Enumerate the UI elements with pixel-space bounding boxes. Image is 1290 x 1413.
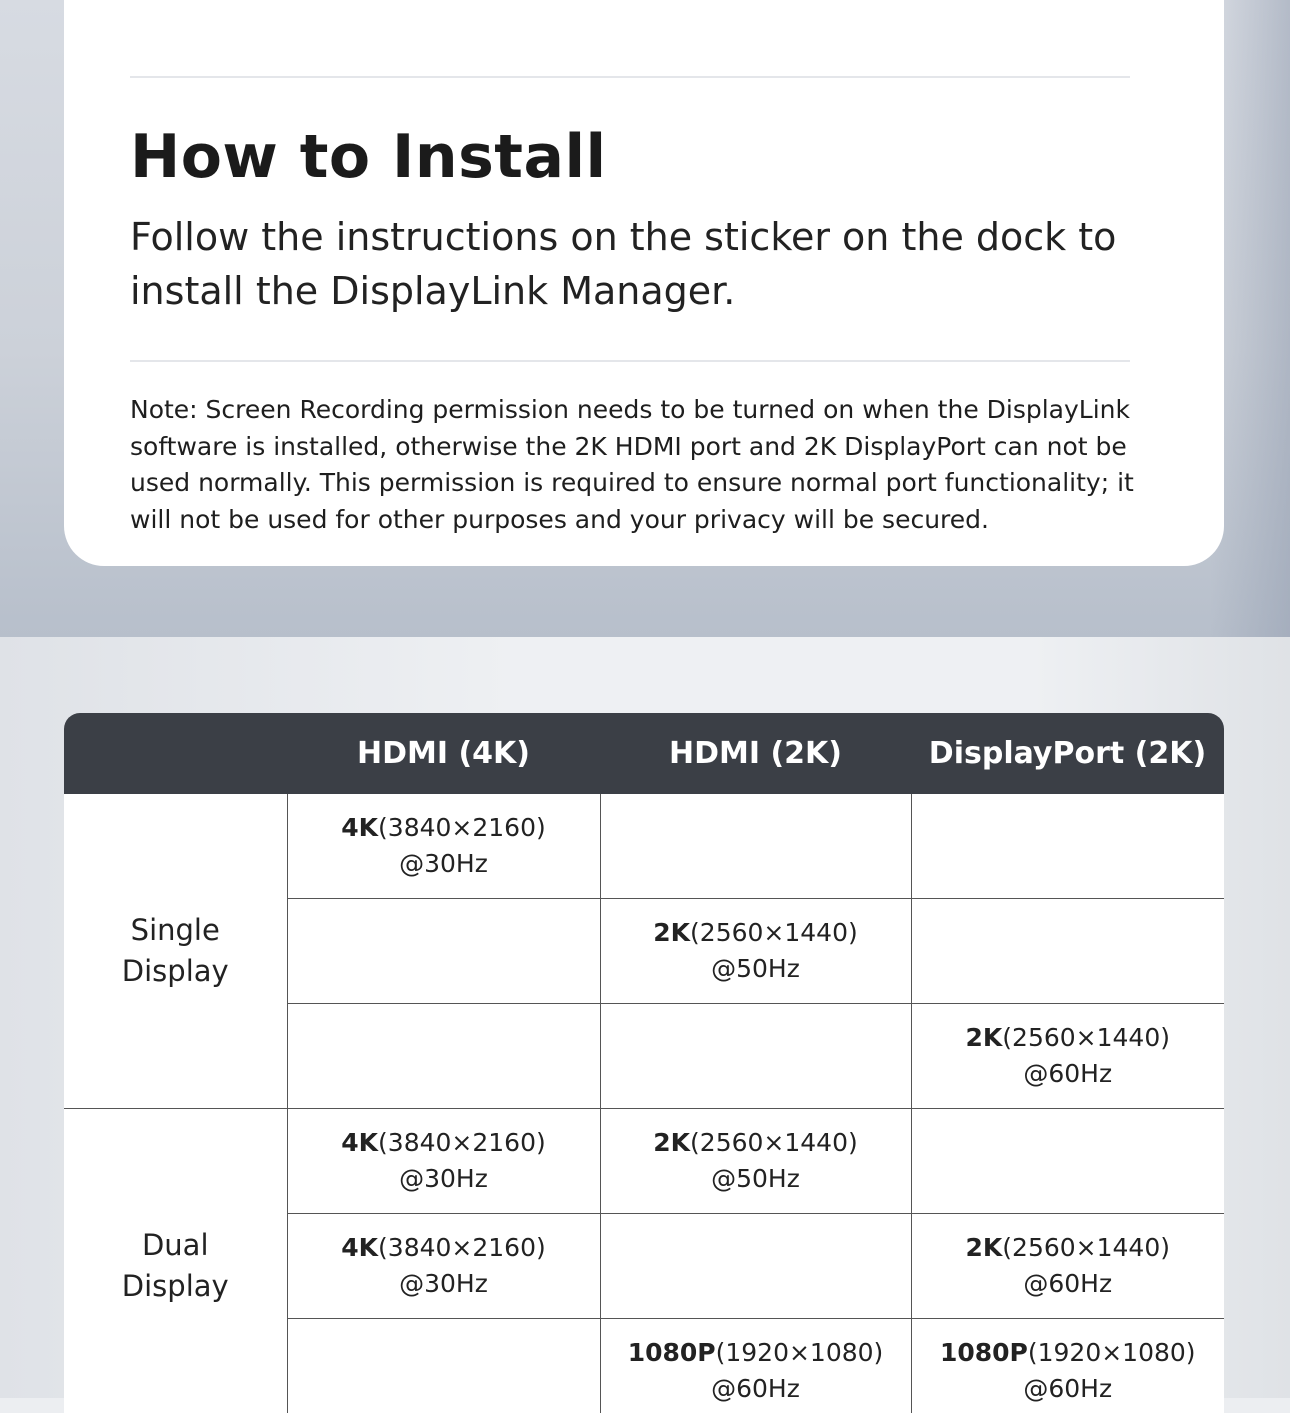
resolution-dimensions: (2560×1440)	[1002, 1023, 1170, 1052]
resolution-dimensions: (3840×2160)	[378, 1128, 546, 1157]
divider-top	[130, 76, 1130, 78]
resolution-dimensions: (3840×2160)	[378, 813, 546, 842]
cell-displayport-2k	[911, 899, 1224, 1004]
resolution-dimensions: (1920×1080)	[1028, 1338, 1196, 1367]
divider-bottom	[130, 360, 1130, 362]
permission-note: Note: Screen Recording permission needs to be turned on when the DisplayLink software is installed, otherwise the 2K HDMI port and 2K DisplayPort can not be used normally. This permission is required to ensure normal port functionality; it will not be used for other purposes and your privacy will be secured.	[130, 392, 1140, 538]
cell-hdmi-4k	[287, 1214, 600, 1319]
cell-displayport-2k	[911, 1319, 1224, 1413]
cell-displayport-2k	[911, 794, 1224, 899]
refresh-rate: @50Hz	[711, 954, 800, 983]
cell-displayport-2k	[911, 1109, 1224, 1214]
resolution-label: 4K	[341, 1233, 378, 1262]
resolution-dimensions: (2560×1440)	[690, 1128, 858, 1157]
table-header-row	[64, 713, 1224, 794]
info-card	[64, 0, 1224, 566]
cell-hdmi-4k	[287, 899, 600, 1004]
cell-hdmi-4k	[287, 1319, 600, 1413]
resolution-label: 4K	[341, 1128, 378, 1157]
refresh-rate: @60Hz	[1023, 1269, 1112, 1298]
refresh-rate: @50Hz	[711, 1164, 800, 1193]
refresh-rate: @30Hz	[399, 849, 488, 878]
cell-hdmi-4k	[287, 1109, 600, 1214]
cell-displayport-2k	[911, 1214, 1224, 1319]
cell-hdmi-2k	[600, 1319, 911, 1413]
install-instructions: Follow the instructions on the sticker on the dock to install the DisplayLink Manager.	[130, 210, 1140, 318]
group-label-single-display	[64, 794, 287, 1109]
header-hdmi-4k: HDMI (4K)	[287, 713, 600, 794]
cell-hdmi-4k	[287, 1004, 600, 1109]
refresh-rate: @60Hz	[711, 1374, 800, 1403]
resolution-label: 2K	[653, 1128, 690, 1157]
cell-hdmi-4k	[287, 794, 600, 899]
resolution-label: 2K	[966, 1233, 1003, 1262]
cell-hdmi-2k	[600, 1109, 911, 1214]
refresh-rate: @30Hz	[399, 1269, 488, 1298]
group-label-text: Single Display	[115, 910, 235, 992]
cell-displayport-2k	[911, 1004, 1224, 1109]
install-heading: How to Install	[130, 122, 607, 192]
refresh-rate: @60Hz	[1023, 1374, 1112, 1403]
group-label-text: Dual Display	[115, 1225, 235, 1307]
cell-hdmi-2k	[600, 1214, 911, 1319]
resolution-label: 2K	[966, 1023, 1003, 1052]
resolution-dimensions: (3840×2160)	[378, 1233, 546, 1262]
refresh-rate: @30Hz	[399, 1164, 488, 1193]
table-row	[64, 794, 1224, 899]
refresh-rate: @60Hz	[1023, 1059, 1112, 1088]
resolution-dimensions: (1920×1080)	[716, 1338, 884, 1367]
resolution-label: 1080P	[940, 1338, 1028, 1367]
cell-hdmi-2k	[600, 1004, 911, 1109]
resolution-dimensions: (2560×1440)	[690, 918, 858, 947]
resolution-label: 4K	[341, 813, 378, 842]
resolution-dimensions: (2560×1440)	[1002, 1233, 1170, 1262]
group-label-dual-display	[64, 1109, 287, 1413]
header-hdmi-2k: HDMI (2K)	[600, 713, 911, 794]
cell-hdmi-2k	[600, 794, 911, 899]
resolution-label: 1080P	[628, 1338, 716, 1367]
resolution-label: 2K	[653, 918, 690, 947]
header-displayport-2k: DisplayPort (2K)	[911, 713, 1224, 794]
resolution-table-wrapper	[64, 713, 1224, 1413]
resolution-table	[64, 713, 1224, 1413]
cell-hdmi-2k	[600, 899, 911, 1004]
header-empty	[64, 713, 287, 794]
table-row	[64, 1109, 1224, 1214]
